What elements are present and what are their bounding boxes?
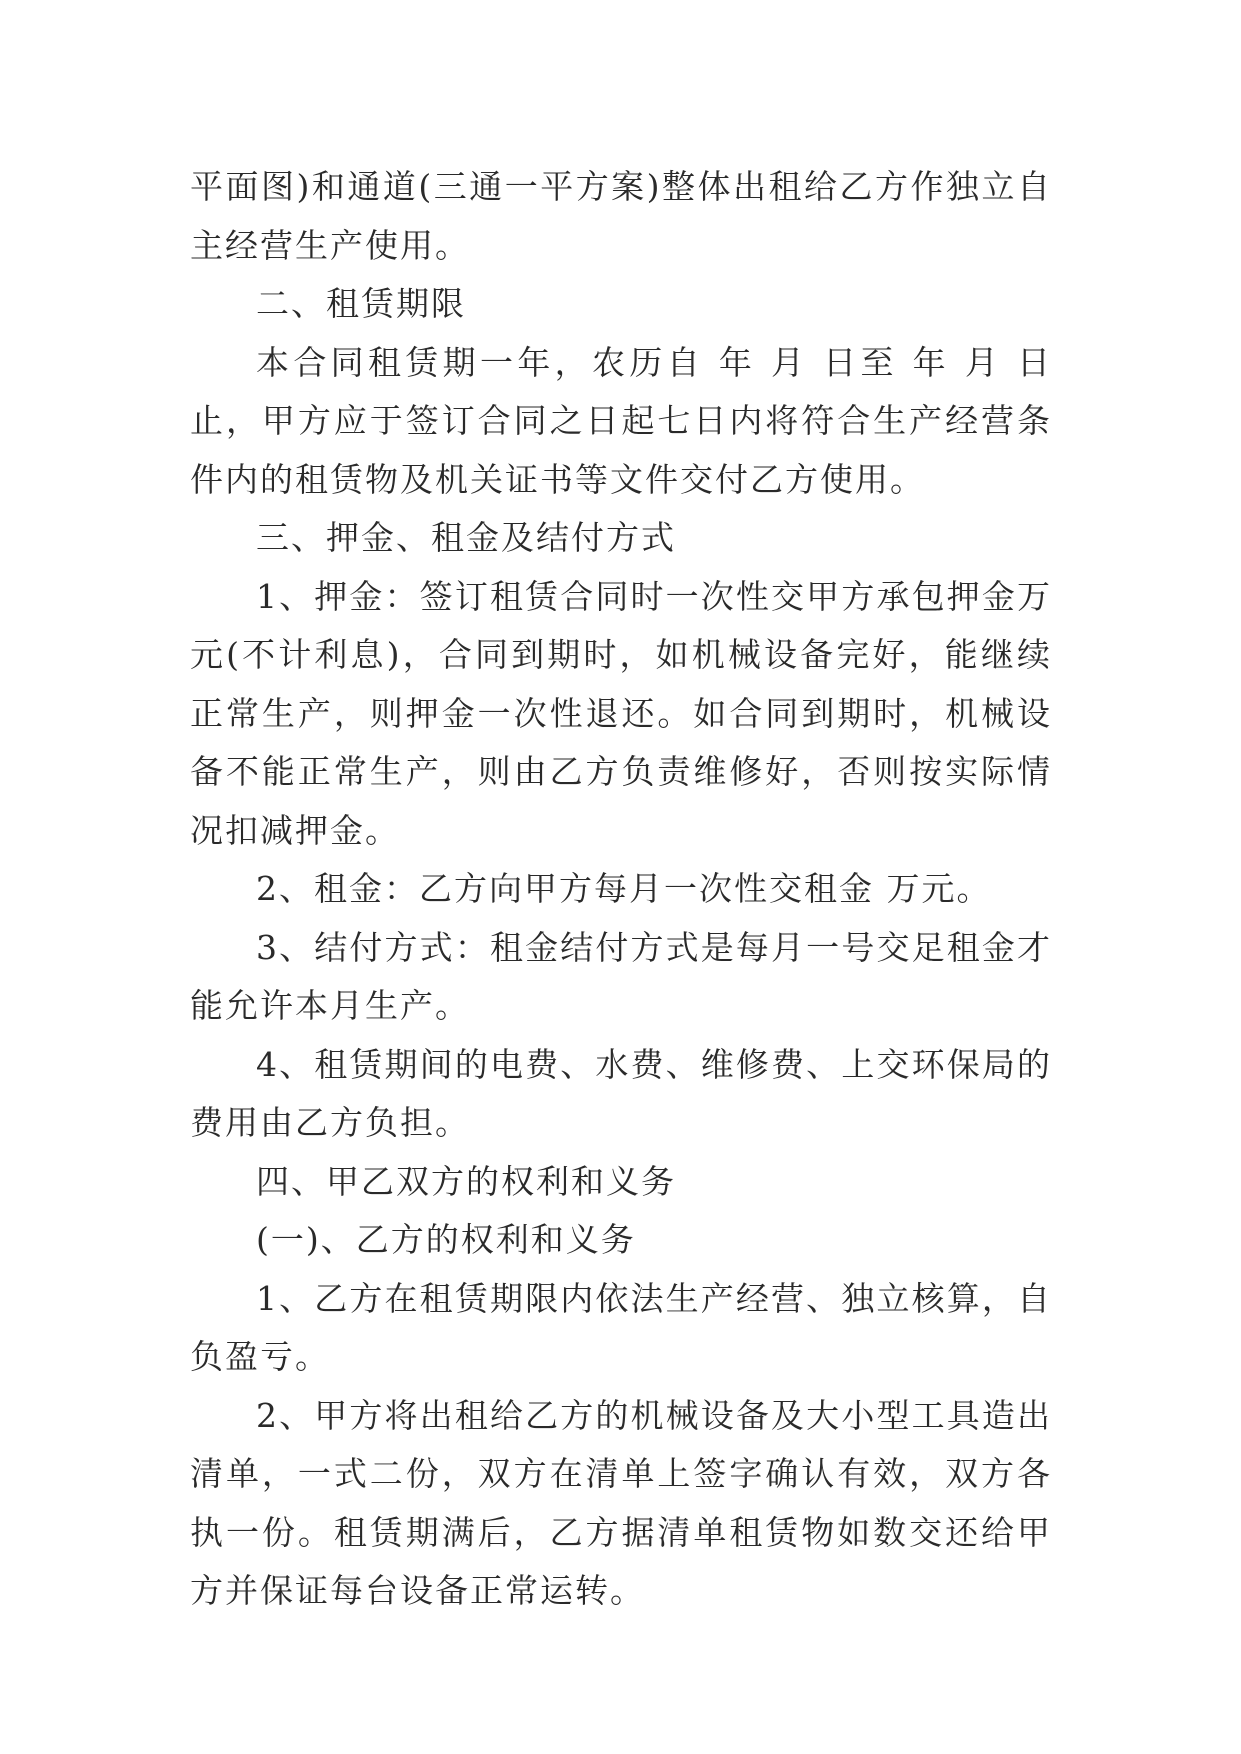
section-heading-deposit-rent: 三、押金、租金及结付方式 [256, 518, 676, 557]
paragraph-continuation: 平面图)和通道(三通一平方案)整体出租给乙方作独立自主经营生产使用。 [190, 167, 1052, 265]
paragraph-rent: 2、租金：乙方向甲方每月一次性交租金 万元。 [256, 869, 992, 908]
section-heading-rights-obligations: 四、甲乙双方的权利和义务 [256, 1161, 676, 1201]
paragraph-party-b-operation: 1、乙方在租赁期限内依法生产经营、独立核算，自负盈亏。 [190, 1278, 1052, 1376]
subsection-heading-party-b: (一)、乙方的权利和义务 [256, 1220, 636, 1259]
paragraph-equipment-list: 2、甲方将出租给乙方的机械设备及大小型工具造出清单，一式二份，双方在清单上签字确认有效，双方各执一份。租赁期满后，乙方据清单租赁物如数交还给甲方并保证每台设备正常运转。 [190, 1395, 1052, 1610]
section-heading-lease-term: 二、租赁期限 [256, 284, 466, 323]
paragraph-utility-fees: 4、租赁期间的电费、水费、维修费、上交环保局的费用由乙方负担。 [190, 1044, 1052, 1142]
paragraph-payment-method: 3、结付方式：租金结付方式是每月一号交足租金才能允许本月生产。 [190, 927, 1052, 1025]
paragraph-deposit: 1、押金：签订租赁合同时一次性交甲方承包押金万元(不计利息)，合同到期时，如机械设备完好，能继续正常生产，则押金一次性退还。如合同到期时，机械设备不能正常生产，则由乙方负责维修好，否则按实际情况扣减押金。 [190, 576, 1052, 850]
document-body [190, 158, 1052, 1621]
paragraph-lease-term: 本合同租赁期一年，农历自 年 月 日至 年 月 日止，甲方应于签订合同之日起七日内将符合生产经营条件内的租赁物及机关证书等文件交付乙方使用。 [190, 342, 1052, 499]
